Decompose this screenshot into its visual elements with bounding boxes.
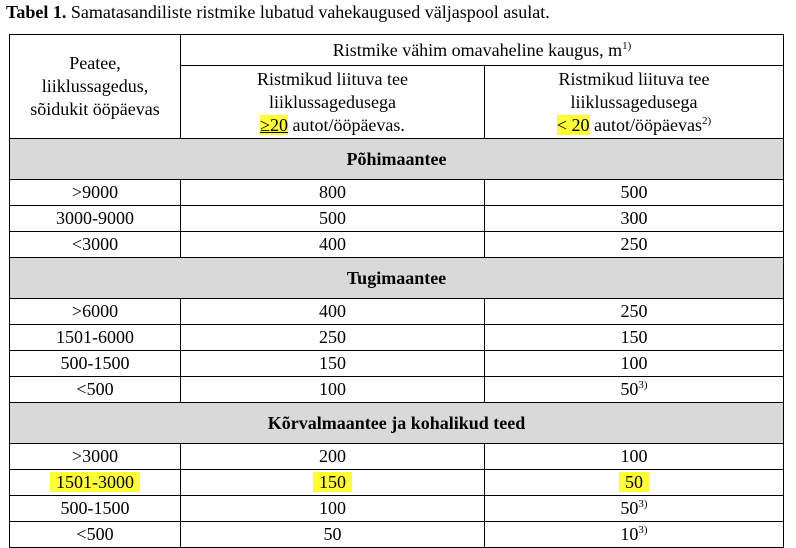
header-traffic-line: Peatee,: [69, 53, 121, 73]
cell-traffic: [10, 522, 181, 548]
cell-distance-high: [181, 377, 485, 403]
cell-distance-high-value: 100: [319, 498, 346, 518]
cell-traffic: [10, 180, 181, 206]
cell-traffic-value: <3000: [71, 234, 119, 254]
cell-distance-low-value: 100: [620, 353, 648, 373]
cell-distance-low: [485, 351, 784, 377]
section-title: Põhimaantee: [10, 139, 784, 180]
cell-distance-low-value: 50: [620, 498, 639, 518]
cell-traffic-value: >3000: [71, 446, 119, 466]
section-row: [10, 403, 784, 444]
header-traffic: [10, 35, 181, 139]
cell-distance-high-value: 250: [319, 327, 346, 347]
section-title: Kõrvalmaantee ja kohalikud teed: [10, 403, 784, 444]
header-col2-line: Ristmikud liituva tee: [257, 68, 408, 89]
header-group: [181, 35, 784, 66]
cell-distance-high: [181, 299, 485, 325]
cell-distance-high: [181, 351, 485, 377]
cell-distance-low: [485, 325, 784, 351]
cell-traffic-value: 1501-6000: [56, 327, 134, 347]
table-row: [10, 444, 784, 470]
cell-traffic: [10, 351, 181, 377]
section-row: [10, 258, 784, 299]
table-row: [10, 325, 784, 351]
cell-distance-low-value: 50: [619, 472, 649, 492]
cell-traffic: [10, 470, 181, 496]
caption-text: Samatasandiliste ristmike lubatud vahekaugused väljaspool asulat.: [70, 2, 550, 22]
header-group-text: Ristmike vähim omavaheline kaugus, m: [332, 39, 623, 60]
table-row: [10, 206, 784, 232]
header-col2-highlight: ≥20: [260, 114, 288, 135]
cell-distance-high-value: 150: [319, 353, 346, 373]
cell-traffic-value: <500: [76, 379, 114, 399]
caption-label: Tabel 1.: [6, 2, 67, 22]
cell-distance-low: [485, 444, 784, 470]
cell-traffic-value: >6000: [71, 301, 119, 321]
cell-footnote-sup: 3): [638, 498, 648, 510]
cell-traffic: [10, 299, 181, 325]
cell-distance-high-value: 100: [319, 379, 346, 399]
header-col3-line: Ristmikud liituva tee: [558, 68, 710, 89]
cell-distance-high-value: 150: [313, 472, 352, 492]
section-row: [10, 139, 784, 180]
cell-distance-high-value: 400: [319, 301, 346, 321]
cell-traffic-value: 500-1500: [60, 498, 130, 518]
cell-distance-high: [181, 325, 485, 351]
distance-table: [9, 34, 784, 548]
table-row: [10, 522, 784, 548]
cell-distance-low: [485, 470, 784, 496]
cell-traffic-value: <500: [76, 524, 114, 544]
cell-distance-low: [485, 299, 784, 325]
cell-traffic: [10, 377, 181, 403]
header-group-sup: 1): [622, 39, 632, 52]
cell-distance-high-value: 500: [319, 208, 346, 228]
cell-traffic: [10, 232, 181, 258]
header-col3-rest: autot/ööpäevas: [589, 114, 702, 135]
cell-distance-low-value: 50: [620, 379, 639, 399]
table-row: [10, 180, 784, 206]
cell-distance-high: [181, 232, 485, 258]
cell-traffic: [10, 496, 181, 522]
header-col2-rest: autot/ööpäevas.: [287, 114, 405, 135]
cell-distance-low-value: 500: [620, 182, 648, 202]
table-row: [10, 232, 784, 258]
cell-distance-high: [181, 470, 485, 496]
cell-distance-low-value: 250: [620, 234, 648, 254]
cell-distance-high-value: 400: [319, 234, 346, 254]
table-row: [10, 299, 784, 325]
header-traffic-line: liiklussagedus,: [41, 76, 149, 96]
cell-traffic: [10, 206, 181, 232]
cell-distance-high: [181, 206, 485, 232]
table-row: [10, 470, 784, 496]
cell-distance-low-value: 10: [620, 524, 639, 544]
cell-traffic: [10, 325, 181, 351]
header-col2-line: [181, 114, 484, 137]
table-body: [10, 139, 784, 548]
cell-distance-low: [485, 180, 784, 206]
cell-distance-high: [181, 496, 485, 522]
header-col3-highlight: < 20: [556, 114, 590, 135]
cell-distance-low: [485, 496, 784, 522]
section-title: Tugimaantee: [10, 258, 784, 299]
cell-distance-low-value: 100: [620, 446, 648, 466]
cell-footnote-sup: 3): [638, 524, 648, 536]
cell-traffic-value: 500-1500: [60, 353, 130, 373]
table-row: [10, 351, 784, 377]
cell-distance-low-value: 150: [620, 327, 648, 347]
cell-distance-high: [181, 444, 485, 470]
header-col3-line: liiklussagedusega: [570, 91, 698, 112]
header-traffic-line: sõidukit ööpäevas: [30, 99, 160, 119]
cell-distance-high: [181, 180, 485, 206]
header-col2-line: liiklussagedusega: [269, 91, 396, 112]
cell-traffic-value: 3000-9000: [56, 208, 134, 228]
cell-distance-high-value: 800: [319, 182, 346, 202]
cell-distance-high-value: 200: [319, 446, 346, 466]
cell-traffic-value: 1501-3000: [50, 472, 140, 492]
cell-footnote-sup: 3): [638, 379, 648, 391]
header-col2: [181, 66, 485, 139]
header-col3-line: [485, 114, 783, 137]
cell-distance-low: [485, 232, 784, 258]
cell-distance-high: [181, 522, 485, 548]
cell-distance-low: [485, 522, 784, 548]
table-row: [10, 377, 784, 403]
table-row: [10, 496, 784, 522]
cell-distance-low-value: 250: [620, 301, 648, 321]
header-col3-sup: 2): [701, 114, 712, 127]
cell-distance-low: [485, 377, 784, 403]
cell-distance-low-value: 300: [620, 208, 648, 228]
cell-distance-high-value: 50: [323, 524, 342, 544]
cell-traffic: [10, 444, 181, 470]
header-col3: [485, 66, 784, 139]
cell-distance-low: [485, 206, 784, 232]
cell-traffic-value: >9000: [71, 182, 119, 202]
table-caption: [6, 2, 550, 23]
